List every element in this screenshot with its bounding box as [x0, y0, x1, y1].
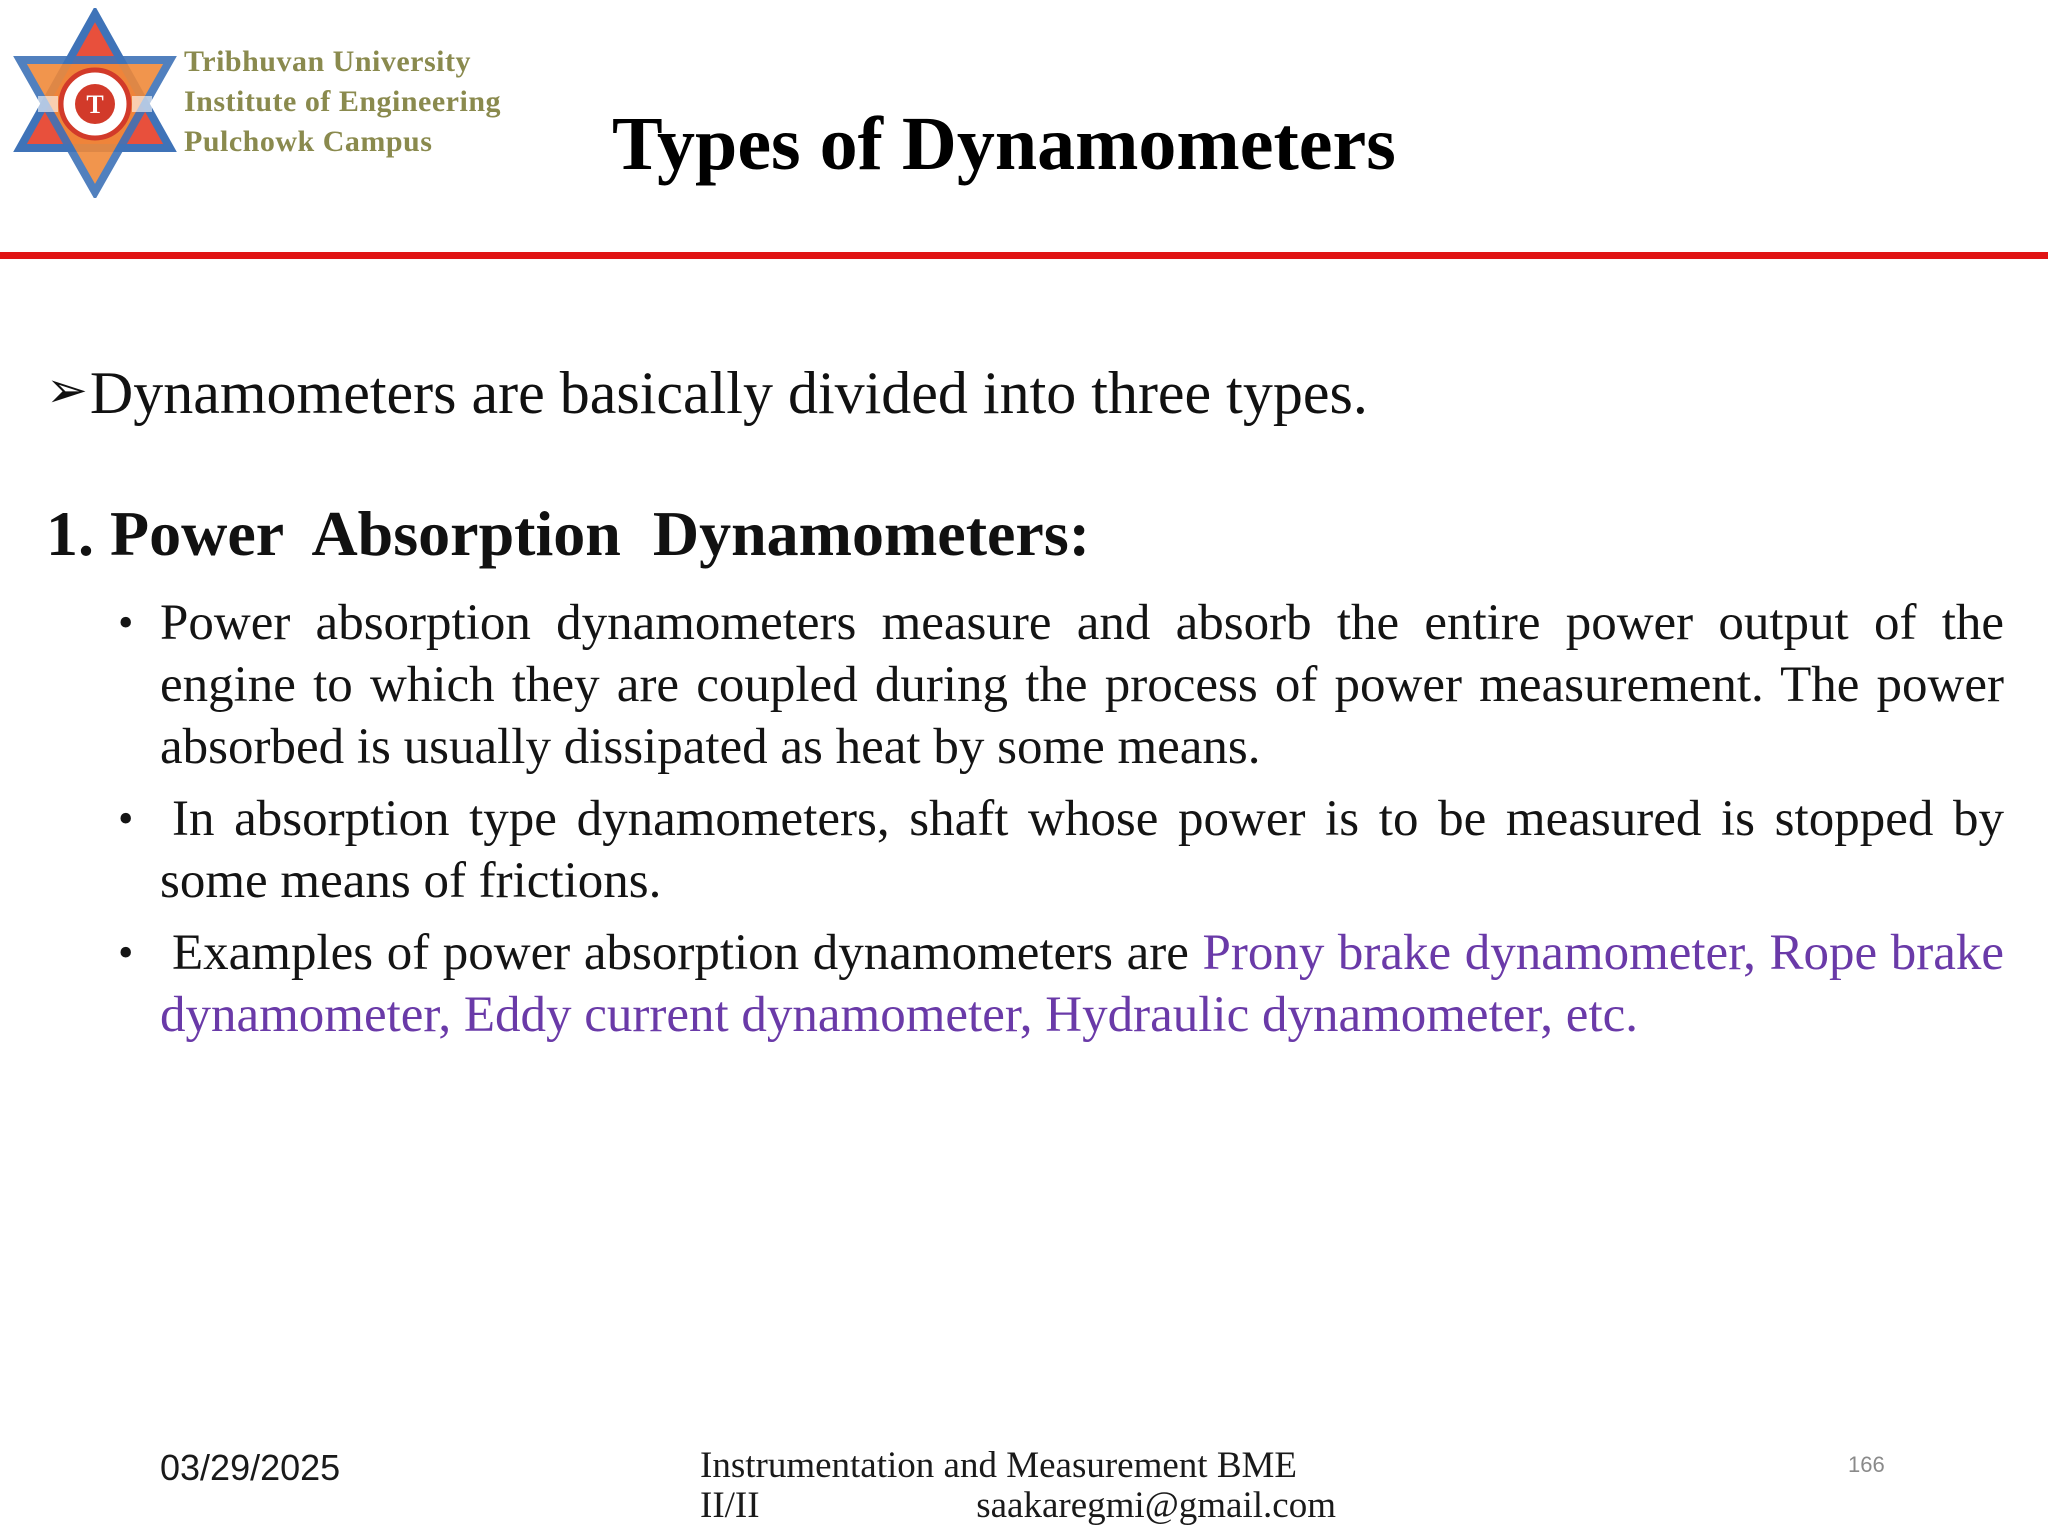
- page-number: 166: [1848, 1452, 1885, 1477]
- footer-email: saakaregmi@gmail.com: [976, 1485, 1336, 1526]
- list-item: [112, 788, 2004, 912]
- bullet-dot-icon: •: [118, 794, 134, 843]
- footer-date: 03/29/2025: [160, 1447, 341, 1488]
- section-heading: 1. Power Absorption Dynamometers:: [46, 498, 1091, 569]
- slide-title: Types of Dynamometers: [612, 102, 1396, 186]
- bullet-text: Power absorption dynamometers measure and absorb the entire power output of the engine to which they are coupled during the process of power measurement. The power absorbed is usually dissipated as heat by some means.: [160, 595, 2004, 775]
- bullet-dot-icon: •: [118, 598, 134, 647]
- svg-text:T: T: [86, 90, 104, 119]
- logo-text: [184, 42, 501, 162]
- list-item: [112, 592, 2004, 778]
- bullet-lead-text: Examples of power absorption dynamometers are: [172, 925, 1203, 981]
- list-item: [112, 922, 2004, 1046]
- arrow-bullet-icon: ➢: [46, 362, 88, 418]
- examples-text: Prony brake dynamometer, Rope brake dynamometer, Eddy current dynamometer, Hydraulic dynamometer, etc.: [160, 925, 2004, 1043]
- logo-line-university: Tribhuvan University: [184, 45, 471, 78]
- footer-semester: II/II: [700, 1485, 760, 1526]
- footer-course-line2: [700, 1486, 1336, 1526]
- intro-line: [46, 352, 1368, 431]
- footer-course: [700, 1446, 1336, 1526]
- institute-logo: [10, 8, 610, 198]
- tu-emblem-icon: [10, 8, 180, 198]
- logo-line-campus: Pulchowk Campus: [184, 125, 433, 158]
- bullet-list: [112, 592, 2004, 1056]
- footer-course-line1: Instrumentation and Measurement BME: [700, 1445, 1298, 1486]
- title-divider: [0, 252, 2048, 259]
- logo-line-institute: Institute of Engineering: [184, 85, 502, 118]
- intro-text: Dynamometers are basically divided into three types.: [89, 360, 1368, 426]
- bullet-text: In absorption type dynamometers, shaft whose power is to be measured is stopped by some means of frictions.: [160, 791, 2004, 909]
- bullet-dot-icon: •: [118, 928, 134, 977]
